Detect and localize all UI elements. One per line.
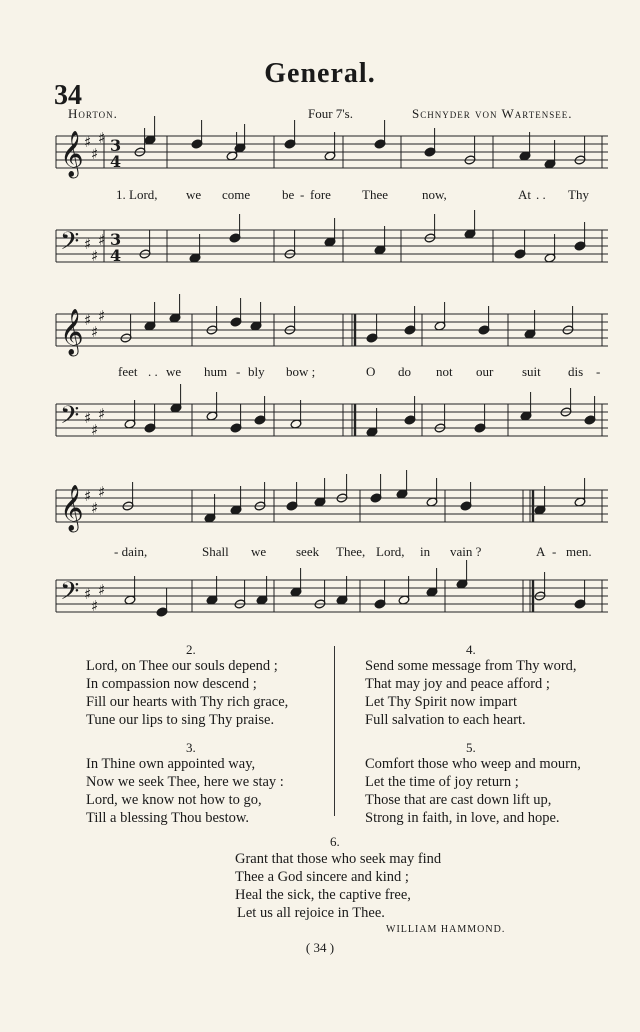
lyric-syllable: - dain,	[114, 544, 148, 559]
verse-line: In compassion now descend ;	[86, 676, 257, 692]
lyric-syllable: . .	[536, 187, 546, 202]
bass-staff-2	[0, 396, 640, 446]
lyric-syllable: men.	[566, 544, 592, 559]
lyric-syllable: -	[236, 364, 241, 379]
verse-line: Full salvation to each heart.	[365, 712, 526, 728]
lyric-syllable: now,	[422, 187, 447, 202]
verse-line: That may joy and peace afford ;	[365, 676, 550, 692]
verse-line: Let Thy Spirit now impart	[365, 694, 517, 710]
lyric-syllable: -	[596, 364, 601, 379]
verse-line: Lord, on Thee our souls depend ;	[86, 658, 278, 674]
svg-text:♯: ♯	[91, 597, 99, 615]
verse-line: Fill our hearts with Thy rich grace,	[86, 694, 289, 710]
lyric-syllable: hum	[204, 364, 228, 379]
svg-text:𝄞: 𝄞	[60, 309, 84, 355]
svg-text:𝄢: 𝄢	[60, 577, 80, 612]
verse-4	[365, 657, 577, 729]
verse-line: Thee a God sincere and kind ;	[235, 869, 409, 885]
verse-line: Let the time of joy return ;	[365, 774, 519, 790]
verse-line: Now we seek Thee, here we stay :	[86, 774, 284, 790]
svg-text:4: 4	[110, 152, 122, 171]
lyric-syllable: Shall	[202, 544, 229, 559]
verse-line: Heal the sick, the captive free,	[235, 887, 411, 903]
verse-line: Lord, we know not how to go,	[86, 792, 262, 808]
lyric-syllable: vain ?	[450, 544, 482, 559]
lyric-syllable: Thy	[568, 187, 589, 202]
lyric-syllable: our	[476, 364, 494, 379]
svg-text:3: 3	[110, 230, 122, 249]
tune-name: Horton.	[68, 106, 118, 121]
svg-text:♯: ♯	[98, 129, 106, 147]
svg-text:♯: ♯	[91, 499, 99, 517]
author-credit: WILLIAM HAMMOND.	[386, 924, 506, 935]
lyric-syllable: seek	[296, 544, 320, 559]
verse-line: Those that are cast down lift up,	[365, 792, 552, 808]
svg-text:♯: ♯	[98, 581, 106, 599]
lyric-syllable: Thee,	[336, 544, 366, 559]
verse-3-number: 3.	[186, 740, 196, 755]
svg-text:♯: ♯	[98, 307, 106, 325]
page-number: ( 34 )	[305, 940, 335, 955]
lyric-syllable: not	[436, 364, 453, 379]
lyric-syllable: fore	[310, 187, 331, 202]
svg-text:4: 4	[110, 246, 122, 265]
lyric-syllable: 1. Lord,	[116, 187, 158, 202]
lyric-syllable: dis	[568, 364, 584, 379]
svg-text:3: 3	[110, 136, 122, 155]
svg-text:♯: ♯	[84, 235, 92, 253]
svg-text:𝄞: 𝄞	[60, 131, 84, 177]
lyric-syllable: At	[518, 187, 531, 202]
lyric-syllable: Lord,	[376, 544, 405, 559]
verse-line: Strong in faith, in love, and hope.	[365, 810, 560, 826]
svg-text:♯: ♯	[98, 405, 106, 423]
svg-text:♯: ♯	[98, 231, 106, 249]
verse-line: Tune our lips to sing Thy praise.	[86, 712, 275, 728]
svg-text:♯: ♯	[91, 421, 99, 439]
verse-5	[365, 755, 581, 827]
verse-2-number: 2.	[186, 642, 196, 657]
svg-text:𝄢: 𝄢	[60, 401, 80, 436]
lyric-syllable: O	[366, 364, 376, 379]
svg-text:𝄢: 𝄢	[60, 227, 80, 262]
lyric-syllable: do	[398, 364, 411, 379]
lyric-syllable: we	[166, 364, 182, 379]
svg-text:♯: ♯	[84, 133, 92, 151]
svg-text:♯: ♯	[84, 409, 92, 427]
svg-text:♯: ♯	[91, 247, 99, 265]
lyric-syllable: be	[282, 187, 295, 202]
treble-staff-2	[0, 306, 640, 356]
lyric-syllable: bly	[248, 364, 265, 379]
verse-2	[86, 657, 288, 729]
svg-text:♯: ♯	[98, 483, 106, 501]
lyric-syllable: bow ;	[286, 364, 316, 379]
svg-text:♯: ♯	[91, 145, 99, 163]
verse-5-number: 5.	[466, 740, 476, 755]
verse-4-number: 4.	[466, 642, 476, 657]
verse-line: Comfort those who weep and mourn,	[365, 756, 581, 772]
lyric-syllable: in	[420, 544, 431, 559]
verse-3	[86, 755, 284, 827]
lyric-syllable: we	[186, 187, 202, 202]
lyric-syllable: feet	[118, 364, 138, 379]
verse-6	[235, 850, 441, 922]
svg-text:♯: ♯	[84, 311, 92, 329]
verse-line: Grant that those who seek may find	[235, 851, 442, 867]
lyric-syllable: -	[552, 544, 557, 559]
verse-line: Let us all rejoice in Thee.	[237, 905, 385, 921]
lyric-syllable: come	[222, 187, 251, 202]
treble-staff-3	[0, 482, 640, 532]
lyric-syllable: we	[251, 544, 267, 559]
lyric-syllable: . .	[148, 364, 158, 379]
svg-text:♯: ♯	[84, 585, 92, 603]
svg-text:𝄞: 𝄞	[60, 485, 84, 531]
lyric-syllable: suit	[522, 364, 541, 379]
verse-line: Till a blessing Thou bestow.	[86, 810, 250, 826]
composer: Schnyder von Wartensee.	[412, 106, 573, 121]
column-divider	[334, 646, 335, 816]
svg-text:♯: ♯	[91, 323, 99, 341]
treble-staff-1	[0, 128, 640, 178]
section-heading: General.	[264, 58, 376, 89]
verse-line: Send some message from Thy word,	[365, 658, 577, 674]
bass-staff-3	[0, 572, 640, 622]
lyric-syllable: -	[300, 187, 305, 202]
lyric-syllable: Thee	[362, 187, 388, 202]
hymn-number: 34	[54, 80, 82, 111]
bass-staff-1	[0, 222, 640, 272]
verse-line: In Thine own appointed way,	[86, 756, 256, 772]
meter: Four 7's.	[308, 106, 353, 121]
lyric-syllable: A	[536, 544, 546, 559]
svg-text:♯: ♯	[84, 487, 92, 505]
verse-6-number: 6.	[330, 834, 340, 849]
